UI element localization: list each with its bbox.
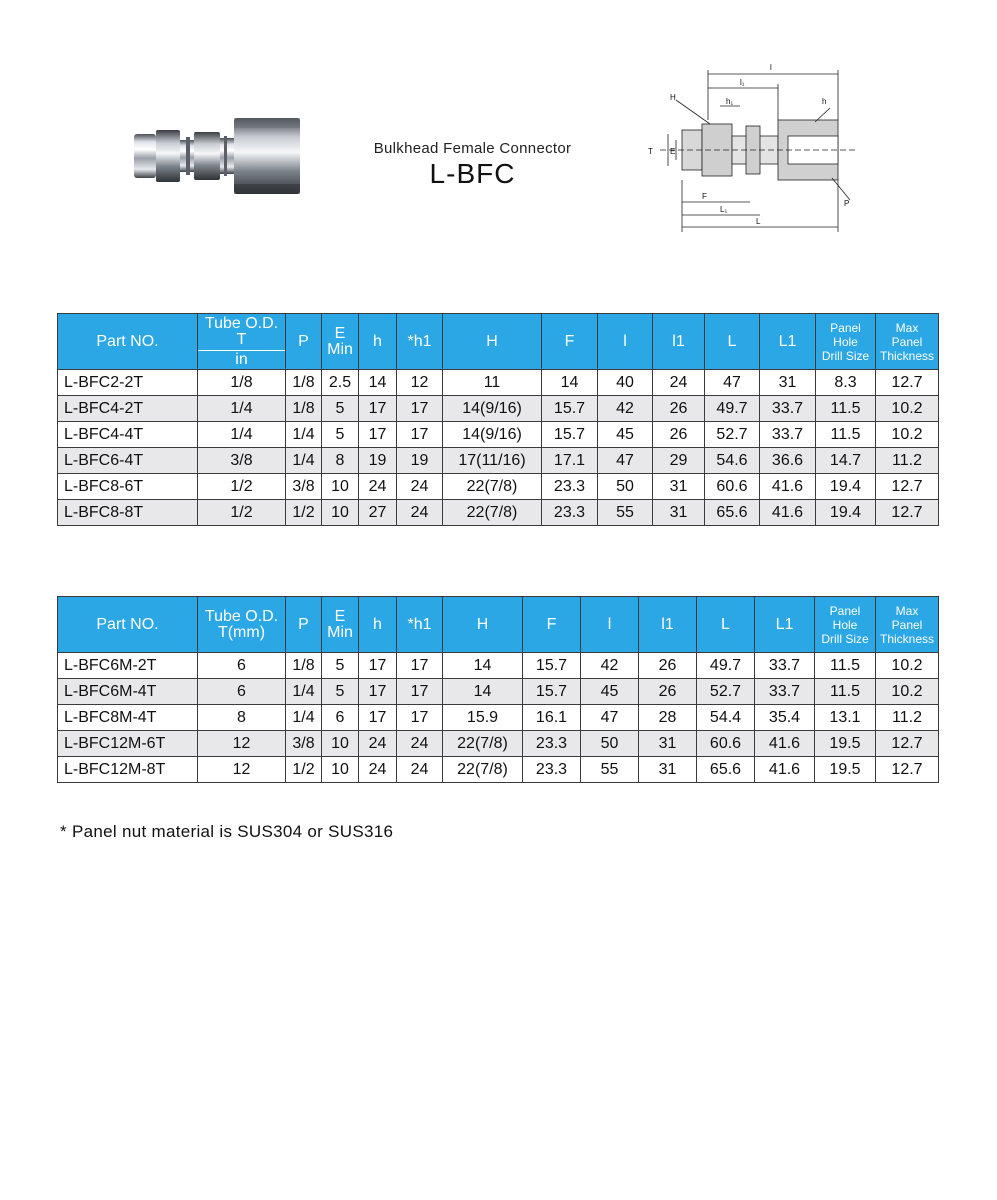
dim-label-l1: l₁ bbox=[740, 78, 745, 87]
table-cell: 19.4 bbox=[816, 500, 876, 526]
table-cell: 13.1 bbox=[815, 705, 876, 731]
table-cell: 17 bbox=[397, 653, 443, 679]
table-cell: 24 bbox=[359, 474, 397, 500]
table-row bbox=[58, 370, 939, 396]
table-cell: 11.5 bbox=[816, 422, 876, 448]
col-e-min bbox=[322, 314, 359, 370]
table-row bbox=[58, 500, 939, 526]
table-cell: 2.5 bbox=[322, 370, 359, 396]
table-cell: 1/4 bbox=[286, 422, 322, 448]
table-cell: 35.4 bbox=[755, 705, 815, 731]
col-panel-hole bbox=[815, 597, 876, 653]
table-row bbox=[58, 448, 939, 474]
table-cell: 16.1 bbox=[523, 705, 581, 731]
table-cell: 15.9 bbox=[443, 705, 523, 731]
table-cell: 45 bbox=[598, 422, 653, 448]
table-cell: 33.7 bbox=[755, 679, 815, 705]
col-panel-hole-line1: Panel bbox=[830, 320, 861, 335]
col-max-panel-line2: Panel bbox=[891, 334, 923, 349]
part-number-cell: L-BFC12M-6T bbox=[58, 731, 198, 757]
footnote: * Panel nut material is SUS304 or SUS316 bbox=[60, 822, 394, 841]
table-cell: 14.7 bbox=[816, 448, 876, 474]
table-cell: 31 bbox=[760, 370, 816, 396]
col-e-title: E bbox=[334, 324, 346, 342]
dim-label-P: P bbox=[844, 199, 850, 208]
col-max-panel-line3: Thickness bbox=[879, 348, 935, 363]
table-cell: 17 bbox=[397, 705, 443, 731]
col-tube-od bbox=[198, 314, 286, 370]
table-cell: 3/8 bbox=[286, 474, 322, 500]
table-cell: 23.3 bbox=[542, 500, 598, 526]
table-cell: 33.7 bbox=[760, 396, 816, 422]
col-p: P bbox=[286, 314, 322, 370]
table-cell: 10.2 bbox=[876, 422, 939, 448]
table-cell: 14 bbox=[542, 370, 598, 396]
table-cell: 12.7 bbox=[876, 370, 939, 396]
table-row bbox=[58, 731, 939, 757]
part-number-cell: L-BFC4-2T bbox=[58, 396, 198, 422]
table-cell: 17 bbox=[359, 653, 397, 679]
part-number-cell: L-BFC4-4T bbox=[58, 422, 198, 448]
col-e-sub: Min bbox=[327, 340, 353, 358]
table-cell: 12 bbox=[397, 370, 443, 396]
table-cell: 1/8 bbox=[198, 370, 286, 396]
part-number-cell: L-BFC12M-8T bbox=[58, 757, 198, 783]
table-body-inch bbox=[58, 370, 939, 526]
table-cell: 60.6 bbox=[697, 731, 755, 757]
table-cell: 10.2 bbox=[876, 653, 939, 679]
col-tube-od-title: Tube O.D. bbox=[204, 607, 279, 625]
table-cell: 10 bbox=[322, 731, 359, 757]
table-cell: 22(7/8) bbox=[443, 731, 523, 757]
col-L: L bbox=[705, 314, 760, 370]
col-e-sub: Min bbox=[327, 623, 353, 641]
table-cell: 27 bbox=[359, 500, 397, 526]
col-panel-hole-line3: Drill Size bbox=[821, 348, 870, 363]
table-cell: 22(7/8) bbox=[443, 757, 523, 783]
table-cell: 33.7 bbox=[760, 422, 816, 448]
col-h-lower: h bbox=[359, 314, 397, 370]
dim-label-E: E bbox=[670, 147, 676, 156]
part-number-cell: L-BFC2-2T bbox=[58, 370, 198, 396]
col-H: H bbox=[443, 314, 542, 370]
table-cell: 12 bbox=[198, 757, 286, 783]
col-l: l bbox=[598, 314, 653, 370]
table-cell: 15.7 bbox=[523, 653, 581, 679]
col-tube-od bbox=[198, 597, 286, 653]
table-cell: 26 bbox=[653, 422, 705, 448]
product-photo bbox=[130, 112, 310, 200]
table-cell: 17 bbox=[359, 422, 397, 448]
table-cell: 15.7 bbox=[542, 396, 598, 422]
table-body-mm bbox=[58, 653, 939, 783]
table-cell: 42 bbox=[581, 653, 639, 679]
table-cell: 11.5 bbox=[816, 396, 876, 422]
table-cell: 54.6 bbox=[705, 448, 760, 474]
title-block bbox=[350, 140, 595, 189]
table-cell: 5 bbox=[322, 679, 359, 705]
table-cell: 24 bbox=[653, 370, 705, 396]
table-cell: 1/4 bbox=[286, 705, 322, 731]
table-cell: 24 bbox=[397, 474, 443, 500]
table-cell: 1/2 bbox=[286, 500, 322, 526]
table-row bbox=[58, 653, 939, 679]
table-cell: 17 bbox=[397, 679, 443, 705]
table-cell: 36.6 bbox=[760, 448, 816, 474]
table-cell: 40 bbox=[598, 370, 653, 396]
table-row bbox=[58, 705, 939, 731]
table-cell: 11 bbox=[443, 370, 542, 396]
table-cell: 6 bbox=[198, 653, 286, 679]
part-number-cell: L-BFC6-4T bbox=[58, 448, 198, 474]
table-cell: 17 bbox=[359, 396, 397, 422]
table-cell: 5 bbox=[322, 422, 359, 448]
table-cell: 22(7/8) bbox=[443, 474, 542, 500]
table-cell: 1/4 bbox=[286, 448, 322, 474]
table-cell: 10.2 bbox=[876, 679, 939, 705]
col-L1: L1 bbox=[755, 597, 815, 653]
table-cell: 19.5 bbox=[815, 731, 876, 757]
table-cell: 8 bbox=[322, 448, 359, 474]
table-cell: 6 bbox=[198, 679, 286, 705]
dim-label-h: h bbox=[822, 97, 827, 106]
table-cell: 1/8 bbox=[286, 396, 322, 422]
table-cell: 10 bbox=[322, 474, 359, 500]
col-l: l bbox=[581, 597, 639, 653]
col-max-panel-line2: Panel bbox=[891, 617, 923, 632]
table-cell: 47 bbox=[705, 370, 760, 396]
col-tube-od-unit: in bbox=[198, 350, 285, 368]
part-number-cell: L-BFC8-8T bbox=[58, 500, 198, 526]
col-p: P bbox=[286, 597, 322, 653]
technical-drawing bbox=[640, 60, 860, 235]
table-cell: 41.6 bbox=[755, 731, 815, 757]
table-cell: 12.7 bbox=[876, 500, 939, 526]
table-cell: 45 bbox=[581, 679, 639, 705]
table-cell: 1/2 bbox=[198, 474, 286, 500]
table-cell: 19 bbox=[359, 448, 397, 474]
table-cell: 1/8 bbox=[286, 653, 322, 679]
table-cell: 24 bbox=[397, 757, 443, 783]
col-panel-hole-line1: Panel bbox=[829, 603, 861, 618]
table-cell: 42 bbox=[598, 396, 653, 422]
table-row bbox=[58, 474, 939, 500]
header-row bbox=[58, 597, 939, 653]
table-cell: 23.3 bbox=[523, 757, 581, 783]
table-cell: 12 bbox=[198, 731, 286, 757]
col-panel-hole bbox=[816, 314, 876, 370]
table-cell: 31 bbox=[639, 731, 697, 757]
header-row bbox=[58, 314, 939, 370]
table-cell: 10 bbox=[322, 500, 359, 526]
table-cell: 14 bbox=[359, 370, 397, 396]
table-cell: 54.4 bbox=[697, 705, 755, 731]
table-cell: 19 bbox=[397, 448, 443, 474]
table-cell: 11.2 bbox=[876, 705, 939, 731]
table-cell: 1/2 bbox=[198, 500, 286, 526]
part-number-cell: L-BFC6M-2T bbox=[58, 653, 198, 679]
col-e-title: E bbox=[334, 607, 346, 625]
table-cell: 14(9/16) bbox=[443, 396, 542, 422]
part-number-cell: L-BFC6M-4T bbox=[58, 679, 198, 705]
table-cell: 19.4 bbox=[816, 474, 876, 500]
col-h1: *h1 bbox=[397, 314, 443, 370]
dim-label-F: F bbox=[702, 192, 707, 201]
col-max-panel bbox=[876, 597, 939, 653]
table-row bbox=[58, 757, 939, 783]
table-cell: 10 bbox=[322, 757, 359, 783]
table-cell: 23.3 bbox=[542, 474, 598, 500]
table-cell: 6 bbox=[322, 705, 359, 731]
table-cell: 11.5 bbox=[815, 679, 876, 705]
table-cell: 24 bbox=[397, 500, 443, 526]
table-cell: 11.2 bbox=[876, 448, 939, 474]
table-cell: 1/4 bbox=[198, 422, 286, 448]
table-cell: 3/8 bbox=[286, 731, 322, 757]
table-cell: 17 bbox=[397, 396, 443, 422]
table-cell: 12.7 bbox=[876, 474, 939, 500]
col-part-no: Part NO. bbox=[58, 314, 198, 370]
table-cell: 11.5 bbox=[815, 653, 876, 679]
table-cell: 31 bbox=[639, 757, 697, 783]
col-part-no: Part NO. bbox=[58, 597, 198, 653]
dim-label-H: H bbox=[670, 93, 676, 102]
table-cell: 14 bbox=[443, 653, 523, 679]
spec-table-inch bbox=[57, 313, 939, 526]
table-cell: 47 bbox=[598, 448, 653, 474]
table-cell: 17 bbox=[359, 705, 397, 731]
table-cell: 24 bbox=[359, 731, 397, 757]
part-number-cell: L-BFC8-6T bbox=[58, 474, 198, 500]
col-F: F bbox=[542, 314, 598, 370]
table-cell: 26 bbox=[653, 396, 705, 422]
col-max-panel-line1: Max bbox=[895, 320, 919, 335]
table-cell: 10.2 bbox=[876, 396, 939, 422]
table-cell: 49.7 bbox=[705, 396, 760, 422]
table-cell: 55 bbox=[581, 757, 639, 783]
table-cell: 47 bbox=[581, 705, 639, 731]
col-max-panel bbox=[876, 314, 939, 370]
table-cell: 5 bbox=[322, 653, 359, 679]
table-cell: 1/4 bbox=[286, 679, 322, 705]
table-cell: 31 bbox=[653, 500, 705, 526]
col-tube-od-symbol: T bbox=[236, 330, 247, 348]
part-number-cell: L-BFC8M-4T bbox=[58, 705, 198, 731]
table-cell: 23.3 bbox=[523, 731, 581, 757]
col-L: L bbox=[697, 597, 755, 653]
table-cell: 17 bbox=[397, 422, 443, 448]
table-cell: 1/8 bbox=[286, 370, 322, 396]
col-max-panel-line3: Thickness bbox=[879, 631, 935, 646]
table-cell: 52.7 bbox=[697, 679, 755, 705]
col-panel-hole-line2: Hole bbox=[832, 617, 858, 632]
col-panel-hole-line2: Hole bbox=[833, 334, 858, 349]
table-cell: 65.6 bbox=[705, 500, 760, 526]
table-cell: 29 bbox=[653, 448, 705, 474]
product-subtitle: Bulkhead Female Connector bbox=[373, 140, 572, 157]
dim-label-T: T bbox=[648, 147, 653, 156]
table-cell: 8.3 bbox=[816, 370, 876, 396]
table-cell: 14(9/16) bbox=[443, 422, 542, 448]
table-cell: 22(7/8) bbox=[443, 500, 542, 526]
table-cell: 31 bbox=[653, 474, 705, 500]
table-cell: 15.7 bbox=[542, 422, 598, 448]
col-H: H bbox=[443, 597, 523, 653]
table-cell: 26 bbox=[639, 653, 697, 679]
table-cell: 33.7 bbox=[755, 653, 815, 679]
table-cell: 24 bbox=[359, 757, 397, 783]
col-l1: l1 bbox=[653, 314, 705, 370]
table-cell: 52.7 bbox=[705, 422, 760, 448]
col-tube-od-title: Tube O.D. bbox=[204, 314, 279, 332]
col-tube-od-unit: T(mm) bbox=[217, 623, 266, 641]
table-cell: 50 bbox=[581, 731, 639, 757]
col-L1: L1 bbox=[760, 314, 816, 370]
table-cell: 49.7 bbox=[697, 653, 755, 679]
dim-label-L: L bbox=[756, 217, 761, 226]
table-cell: 12.7 bbox=[876, 757, 939, 783]
col-l1: l1 bbox=[639, 597, 697, 653]
table-cell: 3/8 bbox=[198, 448, 286, 474]
col-F: F bbox=[523, 597, 581, 653]
col-panel-hole-line3: Drill Size bbox=[821, 631, 869, 646]
col-max-panel-line1: Max bbox=[895, 603, 919, 618]
table-row bbox=[58, 422, 939, 448]
table-cell: 17(11/16) bbox=[443, 448, 542, 474]
table-cell: 5 bbox=[322, 396, 359, 422]
product-model: L-BFC bbox=[429, 158, 516, 189]
table-cell: 41.6 bbox=[760, 474, 816, 500]
table-cell: 60.6 bbox=[705, 474, 760, 500]
dim-label-h1: h₁ bbox=[726, 97, 734, 106]
table-cell: 1/2 bbox=[286, 757, 322, 783]
table-cell: 12.7 bbox=[876, 731, 939, 757]
table-cell: 14 bbox=[443, 679, 523, 705]
table-cell: 24 bbox=[397, 731, 443, 757]
col-h-lower: h bbox=[359, 597, 397, 653]
table-cell: 28 bbox=[639, 705, 697, 731]
table-cell: 17 bbox=[359, 679, 397, 705]
col-e-min bbox=[322, 597, 359, 653]
table-cell: 50 bbox=[598, 474, 653, 500]
table-cell: 65.6 bbox=[697, 757, 755, 783]
table-cell: 15.7 bbox=[523, 679, 581, 705]
table-cell: 8 bbox=[198, 705, 286, 731]
table-cell: 26 bbox=[639, 679, 697, 705]
table-cell: 1/4 bbox=[198, 396, 286, 422]
col-h1: *h1 bbox=[397, 597, 443, 653]
table-cell: 41.6 bbox=[760, 500, 816, 526]
spec-table-mm bbox=[57, 596, 939, 783]
dim-label-L1: L₁ bbox=[720, 205, 728, 214]
table-cell: 41.6 bbox=[755, 757, 815, 783]
table-cell: 55 bbox=[598, 500, 653, 526]
table-row bbox=[58, 396, 939, 422]
table-row bbox=[58, 679, 939, 705]
table-cell: 19.5 bbox=[815, 757, 876, 783]
table-cell: 17.1 bbox=[542, 448, 598, 474]
dim-label-l: l bbox=[770, 63, 772, 72]
